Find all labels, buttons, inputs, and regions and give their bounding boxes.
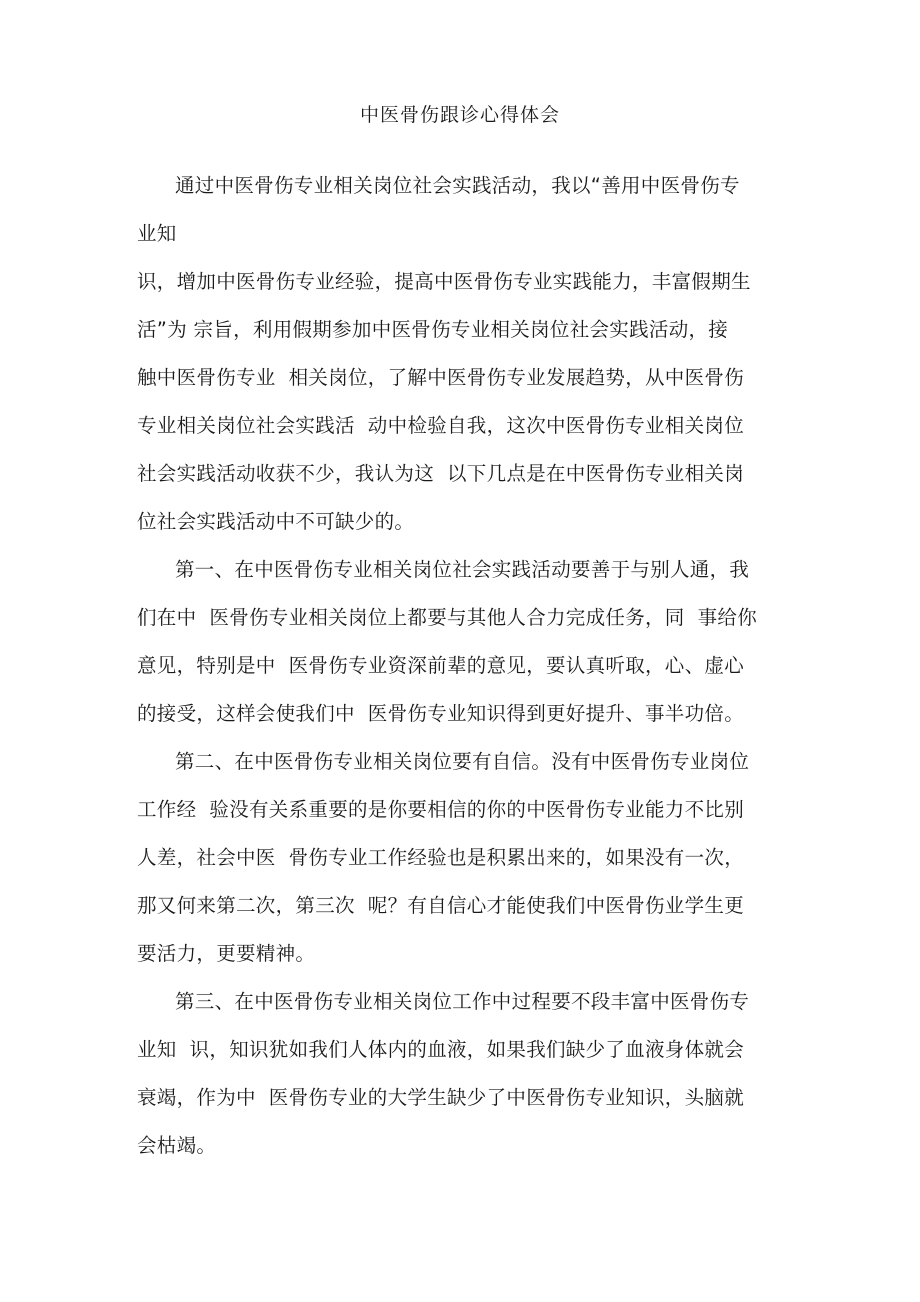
text-line: 位社会实践活动中不可缺少的。 [137,510,415,533]
text-line: 那又何来第二次，第三次 呢？有自信心才能使我们中医骨伤业学生更 [137,894,744,917]
text-line: 工作经 验没有关系重要的是你要相信的你的中医骨伤专业能力不比别 [137,798,744,821]
text-line: 业知 识，知识犹如我们人体内的血液，如果我们缺少了血液身体就会 [137,1038,744,1061]
text-line: 业知 [137,222,177,245]
text-line: 社会实践活动收获不少，我认为这 以下几点是在中医骨伤专业相关岗 [137,462,744,485]
text-line: 识，增加中医骨伤专业经验，提高中医骨伤专业实践能力，丰富假期生 [137,270,751,293]
text-line: 活”为 宗旨，利用假期参加中医骨伤专业相关岗位社会实践活动，接 [137,318,729,341]
text-line: 人差，社会中医 骨伤专业工作经验也是积累出来的，如果没有一次， [137,846,744,869]
text-line: 会枯竭。 [137,1134,217,1157]
text-line: 们在中 医骨伤专业相关岗位上都要与其他人合力完成任务，同 事给你 [137,606,757,629]
document-title: 中医骨伤跟诊心得体会 [359,104,560,126]
text-line: 第一、在中医骨伤专业相关岗位社会实践活动要善于与别人通，我 [175,558,750,581]
text-line: 第三、在中医骨伤专业相关岗位工作中过程要不段丰富中医骨伤专 [175,990,750,1013]
document-body [137,162,783,1170]
text-line: 要活力，更要精神。 [137,942,316,965]
text-line: 通过中医骨伤专业相关岗位社会实践活动，我以“善用中医骨伤专 [175,174,740,197]
text-line: 意见，特别是中 医骨伤专业资深前辈的意见，要认真听取，心、虚心 [137,654,744,677]
text-line: 触中医骨伤专业 相关岗位，了解中医骨伤专业发展趋势，从中医骨伤 [137,366,744,389]
text-line: 衰竭，作为中 医骨伤专业的大学生缺少了中医骨伤专业知识，头脑就 [137,1086,744,1109]
text-line: 专业相关岗位社会实践活 动中检验自我，这次中医骨伤专业相关岗位 [137,414,744,437]
text-line: 第二、在中医骨伤专业相关岗位要有自信。没有中医骨伤专业岗位 [175,750,750,773]
text-line: 的接受，这样会使我们中 医骨伤专业知识得到更好提升、事半功倍。 [137,702,744,725]
